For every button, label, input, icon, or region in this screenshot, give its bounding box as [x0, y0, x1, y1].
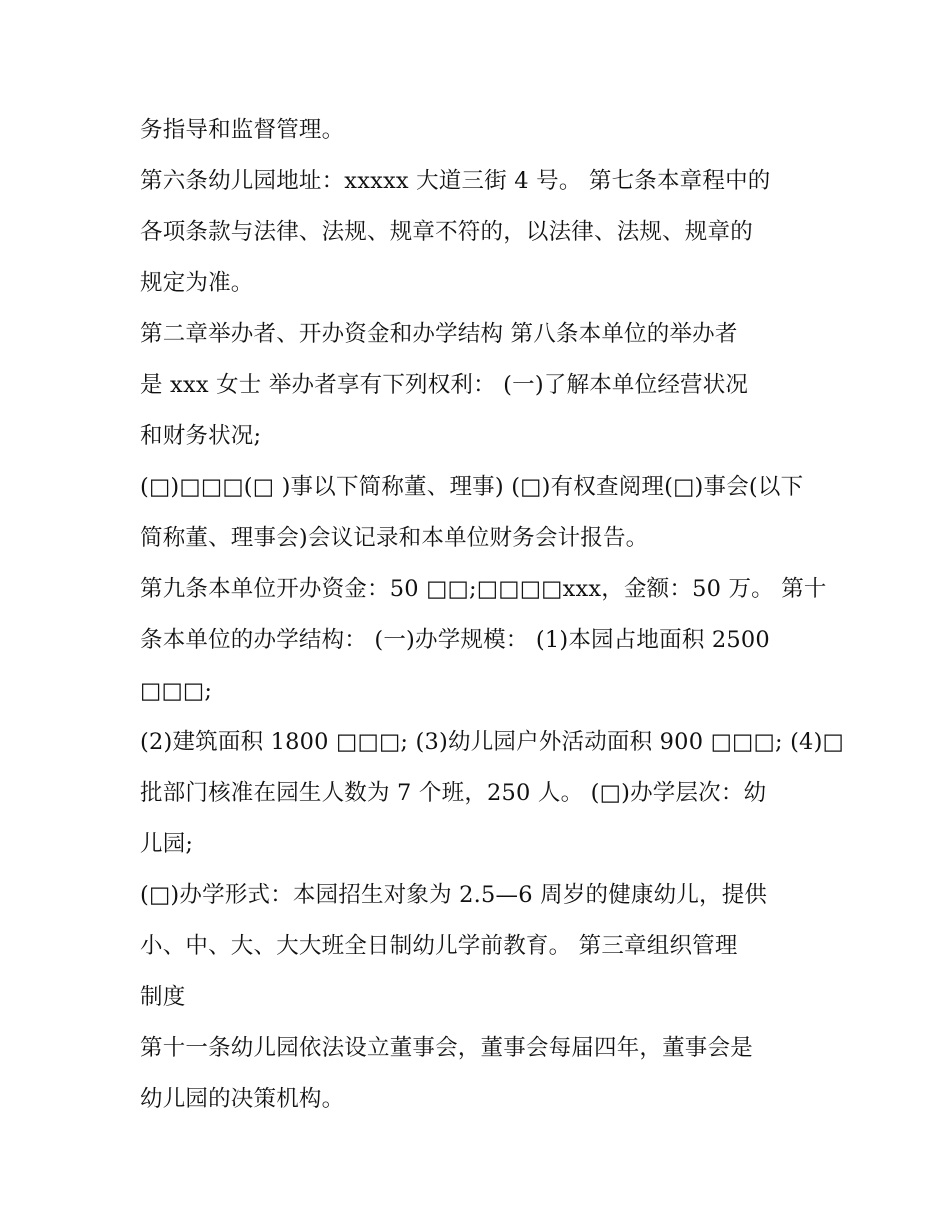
text-line: 幼儿园的决策机构。: [140, 1086, 345, 1112]
text-line: 第十一条幼儿园依法设立董事会，董事会每届四年，董事会是: [140, 1035, 753, 1061]
text-line: 是 xxx 女士 举办者享有下列权利： (一)了解本单位经营状况: [140, 372, 749, 398]
text-line: □□□;: [140, 678, 213, 704]
document-body: [140, 105, 845, 1125]
text-line: 第六条幼儿园地址：xxxxx 大道三街 4 号。 第七条本章程中的: [140, 168, 771, 194]
text-line: 规定为准。: [140, 270, 254, 296]
text-line: 第二章举办者、开办资金和办学结构 第八条本单位的举办者: [140, 321, 738, 347]
text-line: (2)建筑面积 1800 □□□; (3)幼儿园户外活动面积 900 □□□; (4)□: [140, 729, 845, 755]
text-line: 第九条本单位开办资金：50 □□;□□□□xxx，金额：50 万。 第十: [140, 576, 827, 602]
text-line: 制度: [140, 984, 186, 1010]
text-line: 各项条款与法律、法规、规章不符的，以法律、法规、规章的: [140, 219, 753, 245]
text-line: 务指导和监督管理。: [140, 117, 345, 143]
text-line: 简称董、理事会)会议记录和本单位财务会计报告。: [140, 525, 649, 551]
text-line: 条本单位的办学结构： (一)办学规模： (1)本园占地面积 2500: [140, 627, 770, 653]
text-line: 和财务状况;: [140, 423, 262, 449]
text-line: 小、中、大、大大班全日制幼儿学前教育。 第三章组织管理: [140, 933, 738, 959]
text-line: (□)办学形式：本园招生对象为 2.5—6 周岁的健康幼儿，提供: [140, 882, 768, 908]
text-line: 批部门核准在园生人数为 7 个班，250 人。 (□)办学层次：幼: [140, 780, 767, 806]
text-line: (□)□□□(□ )事以下简称董、理事) (□)有权查阅理(□)事会(以下: [140, 474, 804, 500]
text-line: 儿园;: [140, 831, 194, 857]
